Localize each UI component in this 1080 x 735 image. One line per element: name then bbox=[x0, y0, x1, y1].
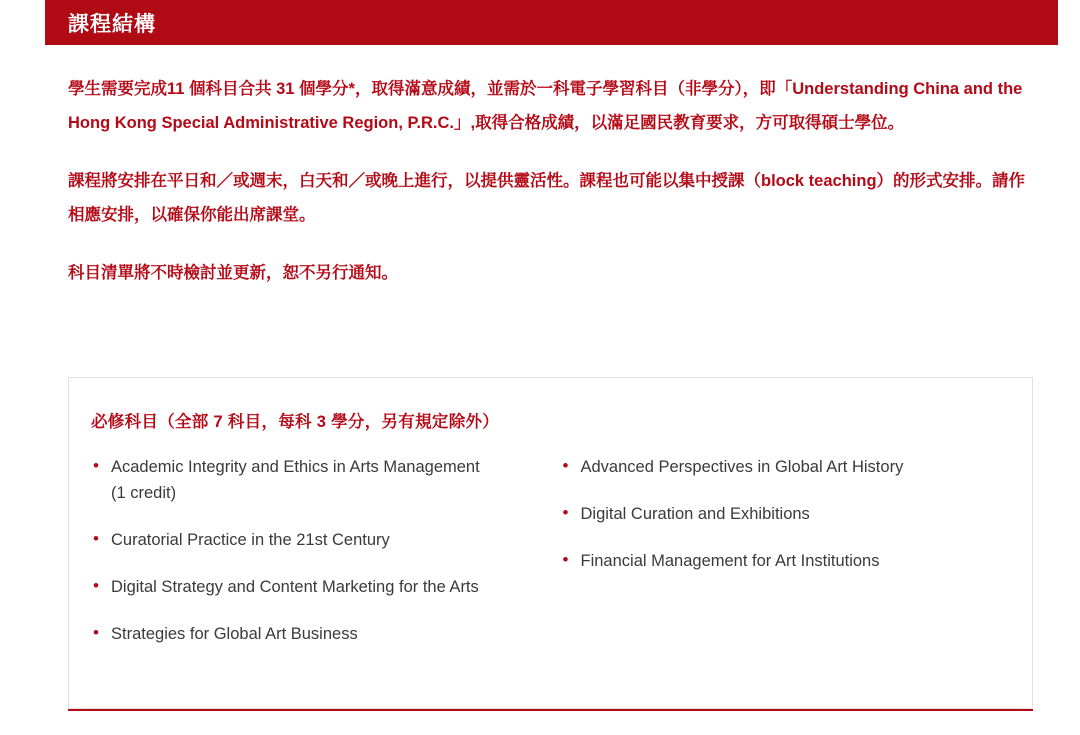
required-courses-box bbox=[68, 377, 1033, 709]
intro-p1-part1: 學生需要完成11 個科目合共 31 個學分*，取得滿意成績，並需於一科電子學習科目（非學分），即 bbox=[68, 80, 776, 98]
course-list-left bbox=[91, 454, 551, 647]
page-title: 課程結構 bbox=[68, 12, 156, 36]
required-courses-left-column bbox=[91, 454, 551, 668]
bottom-divider bbox=[68, 709, 1033, 711]
list-item: • Digital Strategy and Content Marketing for the Arts bbox=[91, 574, 491, 600]
list-item: • Curatorial Practice in the 21st Century bbox=[91, 527, 491, 553]
list-item: • Financial Management for Art Institutions bbox=[561, 548, 961, 574]
intro-paragraph-3: 科目清單將不時檢討並更新，恕不另行通知。 bbox=[68, 264, 398, 282]
list-item: • Advanced Perspectives in Global Art History bbox=[561, 454, 961, 480]
intro-p1-quote-open: 「 bbox=[775, 80, 793, 98]
required-courses-right-column bbox=[551, 454, 1011, 668]
intro-p1-quote-close: 」, bbox=[453, 114, 476, 132]
intro-p1-part2: 取得合格成績，以滿足國民教育要求，方可取得碩士學位。 bbox=[475, 114, 905, 132]
intro-p2-english-term: block teaching bbox=[761, 172, 877, 190]
list-item: • Academic Integrity and Ethics in Arts Management (1 credit) bbox=[91, 454, 491, 506]
intro-p1-english-title: Understanding China and the Hong Kong Special Administrative Region, P.R.C. bbox=[68, 80, 1023, 132]
course-list-right bbox=[561, 454, 1011, 574]
intro-p2-part2: ）的形式安排。請作相應安排，以確保你能出席課堂。 bbox=[68, 172, 1026, 224]
required-courses-title: 必修科目（全部 7 科目，每科 3 學分，另有規定除外） bbox=[91, 413, 500, 431]
list-item: • Strategies for Global Art Business bbox=[91, 621, 491, 647]
intro-paragraph-2 bbox=[68, 164, 1033, 232]
intro-p2-part1: 課程將安排在平日和／或週末，白天和／或晚上進行，以提供靈活性。課程也可能以集中授課（ bbox=[68, 172, 761, 190]
list-item: • Digital Curation and Exhibitions bbox=[561, 501, 961, 527]
intro-paragraph-1 bbox=[68, 72, 1033, 140]
section-header-bar bbox=[45, 0, 1058, 45]
intro-text-block bbox=[68, 72, 1033, 290]
required-courses-columns bbox=[69, 454, 1032, 668]
